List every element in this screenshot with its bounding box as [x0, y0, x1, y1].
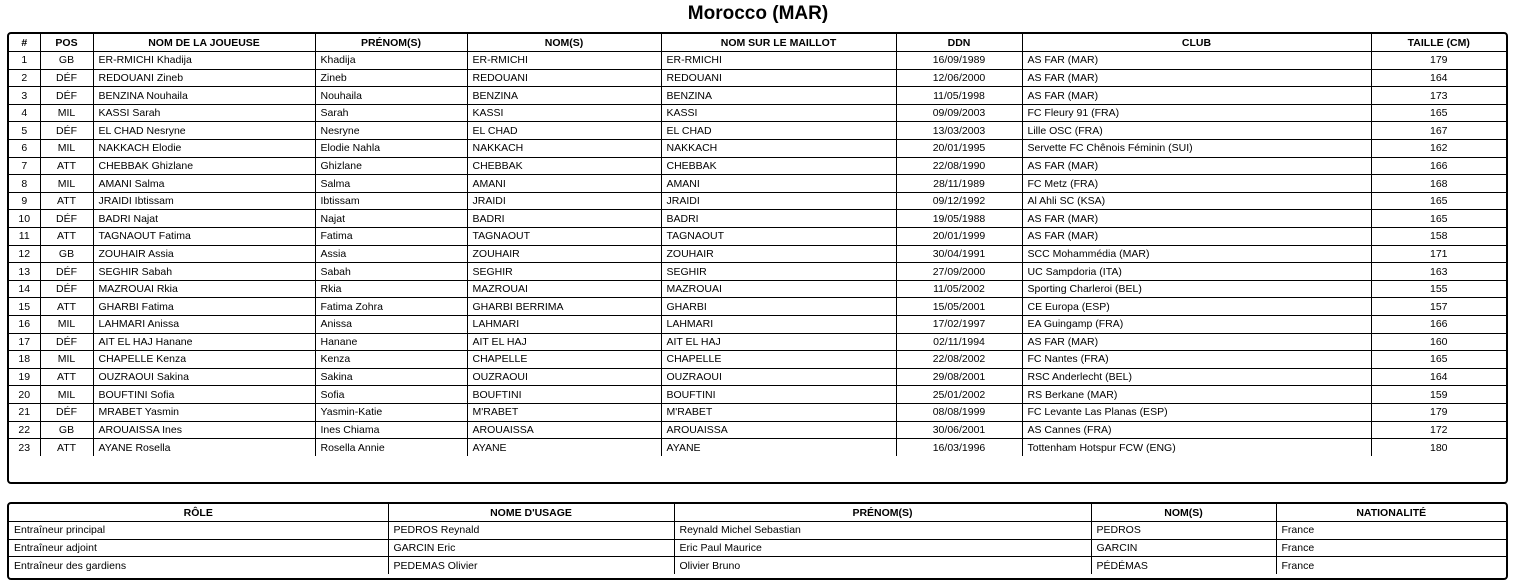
player-position-cell: DÉF	[40, 333, 93, 351]
player-first-names-cell: Nesryne	[315, 122, 467, 140]
player-club-cell: Tottenham Hotspur FCW (ENG)	[1022, 439, 1371, 457]
player-shirt-name-cell: NAKKACH	[661, 140, 896, 158]
player-last-names-cell: AYANE	[467, 439, 661, 457]
player-number-cell: 15	[9, 298, 40, 316]
player-last-names-cell: BENZINA	[467, 87, 661, 105]
player-first-names-cell: Fatima	[315, 228, 467, 246]
player-name-cell: AROUAISSA Ines	[93, 421, 315, 439]
table-row	[9, 333, 1506, 351]
player-first-names-cell: Fatima Zohra	[315, 298, 467, 316]
player-number-cell: 10	[9, 210, 40, 228]
player-club-cell: CE Europa (ESP)	[1022, 298, 1371, 316]
player-dob-cell: 11/05/2002	[896, 280, 1022, 298]
player-first-names-cell: Najat	[315, 210, 467, 228]
table-row	[9, 228, 1506, 246]
player-shirt-name-cell: AIT EL HAJ	[661, 333, 896, 351]
player-height-cell: 158	[1371, 228, 1506, 246]
player-club-cell: Sporting Charleroi (BEL)	[1022, 280, 1371, 298]
table-row	[9, 245, 1506, 263]
player-name-cell: SEGHIR Sabah	[93, 263, 315, 281]
col-header-last-names: NOM(S)	[467, 34, 661, 52]
staff-last-names-cell: GARCIN	[1091, 539, 1276, 557]
table-row	[9, 298, 1506, 316]
player-last-names-cell: EL CHAD	[467, 122, 661, 140]
player-height-cell: 164	[1371, 368, 1506, 386]
player-shirt-name-cell: LAHMARI	[661, 316, 896, 334]
player-dob-cell: 30/06/2001	[896, 421, 1022, 439]
player-height-cell: 166	[1371, 316, 1506, 334]
player-club-cell: AS FAR (MAR)	[1022, 333, 1371, 351]
player-name-cell: JRAIDI Ibtissam	[93, 192, 315, 210]
player-height-cell: 157	[1371, 298, 1506, 316]
player-club-cell: FC Metz (FRA)	[1022, 175, 1371, 193]
col-header-club: CLUB	[1022, 34, 1371, 52]
player-first-names-cell: Ines Chiama	[315, 421, 467, 439]
player-position-cell: ATT	[40, 192, 93, 210]
staff-nationality-cell: France	[1276, 557, 1506, 575]
table-row	[9, 175, 1506, 193]
player-shirt-name-cell: BOUFTINI	[661, 386, 896, 404]
staff-first-names-cell: Olivier Bruno	[674, 557, 1091, 575]
table-row	[9, 539, 1506, 557]
player-name-cell: LAHMARI Anissa	[93, 316, 315, 334]
player-club-cell: Lille OSC (FRA)	[1022, 122, 1371, 140]
player-first-names-cell: Sabah	[315, 263, 467, 281]
player-last-names-cell: REDOUANI	[467, 69, 661, 87]
player-shirt-name-cell: BADRI	[661, 210, 896, 228]
player-shirt-name-cell: KASSI	[661, 104, 896, 122]
player-number-cell: 7	[9, 157, 40, 175]
player-number-cell: 11	[9, 228, 40, 246]
player-position-cell: DÉF	[40, 403, 93, 421]
player-position-cell: MIL	[40, 140, 93, 158]
player-last-names-cell: AIT EL HAJ	[467, 333, 661, 351]
player-name-cell: BADRI Najat	[93, 210, 315, 228]
player-dob-cell: 27/09/2000	[896, 263, 1022, 281]
player-dob-cell: 16/03/1996	[896, 439, 1022, 457]
player-first-names-cell: Anissa	[315, 316, 467, 334]
table-row	[9, 210, 1506, 228]
player-number-cell: 2	[9, 69, 40, 87]
player-shirt-name-cell: M'RABET	[661, 403, 896, 421]
player-club-cell: UC Sampdoria (ITA)	[1022, 263, 1371, 281]
player-last-names-cell: CHAPELLE	[467, 351, 661, 369]
player-first-names-cell: Nouhaila	[315, 87, 467, 105]
player-first-names-cell: Kenza	[315, 351, 467, 369]
table-row	[9, 104, 1506, 122]
player-last-names-cell: CHEBBAK	[467, 157, 661, 175]
player-club-cell: AS FAR (MAR)	[1022, 87, 1371, 105]
player-dob-cell: 30/04/1991	[896, 245, 1022, 263]
table-row	[9, 280, 1506, 298]
player-name-cell: AIT EL HAJ Hanane	[93, 333, 315, 351]
player-position-cell: MIL	[40, 175, 93, 193]
player-dob-cell: 12/06/2000	[896, 69, 1022, 87]
player-dob-cell: 20/01/1995	[896, 140, 1022, 158]
table-row	[9, 157, 1506, 175]
player-position-cell: ATT	[40, 439, 93, 457]
player-shirt-name-cell: SEGHIR	[661, 263, 896, 281]
player-shirt-name-cell: TAGNAOUT	[661, 228, 896, 246]
player-position-cell: ATT	[40, 157, 93, 175]
col-header-staff-first-names: PRÉNOM(S)	[674, 504, 1091, 522]
player-dob-cell: 22/08/2002	[896, 351, 1022, 369]
player-height-cell: 165	[1371, 104, 1506, 122]
staff-role-cell: Entraîneur principal	[9, 522, 388, 540]
player-position-cell: DÉF	[40, 122, 93, 140]
col-header-nationality: NATIONALITÉ	[1276, 504, 1506, 522]
player-name-cell: NAKKACH Elodie	[93, 140, 315, 158]
player-number-cell: 19	[9, 368, 40, 386]
player-height-cell: 162	[1371, 140, 1506, 158]
player-club-cell: AS FAR (MAR)	[1022, 228, 1371, 246]
player-position-cell: GB	[40, 52, 93, 70]
player-dob-cell: 17/02/1997	[896, 316, 1022, 334]
player-dob-cell: 20/01/1999	[896, 228, 1022, 246]
player-shirt-name-cell: JRAIDI	[661, 192, 896, 210]
table-row	[9, 386, 1506, 404]
player-shirt-name-cell: OUZRAOUI	[661, 368, 896, 386]
player-name-cell: MRABET Yasmin	[93, 403, 315, 421]
player-shirt-name-cell: AYANE	[661, 439, 896, 457]
player-name-cell: CHEBBAK Ghizlane	[93, 157, 315, 175]
player-height-cell: 171	[1371, 245, 1506, 263]
table-row	[9, 263, 1506, 281]
player-dob-cell: 29/08/2001	[896, 368, 1022, 386]
staff-last-names-cell: PÉDÉMAS	[1091, 557, 1276, 575]
player-position-cell: DÉF	[40, 87, 93, 105]
player-dob-cell: 22/08/1990	[896, 157, 1022, 175]
player-last-names-cell: KASSI	[467, 104, 661, 122]
player-height-cell: 179	[1371, 403, 1506, 421]
table-row	[9, 522, 1506, 540]
player-club-cell: AS FAR (MAR)	[1022, 52, 1371, 70]
player-number-cell: 17	[9, 333, 40, 351]
player-club-cell: AS Cannes (FRA)	[1022, 421, 1371, 439]
player-last-names-cell: MAZROUAI	[467, 280, 661, 298]
player-last-names-cell: ER-RMICHI	[467, 52, 661, 70]
player-name-cell: OUZRAOUI Sakina	[93, 368, 315, 386]
player-last-names-cell: AMANI	[467, 175, 661, 193]
player-number-cell: 8	[9, 175, 40, 193]
player-height-cell: 163	[1371, 263, 1506, 281]
player-first-names-cell: Elodie Nahla	[315, 140, 467, 158]
player-shirt-name-cell: EL CHAD	[661, 122, 896, 140]
player-shirt-name-cell: REDOUANI	[661, 69, 896, 87]
player-position-cell: GB	[40, 421, 93, 439]
player-name-cell: EL CHAD Nesryne	[93, 122, 315, 140]
player-first-names-cell: Ghizlane	[315, 157, 467, 175]
col-header-pos: POS	[40, 34, 93, 52]
player-dob-cell: 19/05/1988	[896, 210, 1022, 228]
col-header-height: TAILLE (CM)	[1371, 34, 1506, 52]
player-first-names-cell: Salma	[315, 175, 467, 193]
player-shirt-name-cell: GHARBI	[661, 298, 896, 316]
player-position-cell: DÉF	[40, 210, 93, 228]
player-club-cell: Servette FC Chênois Féminin (SUI)	[1022, 140, 1371, 158]
player-last-names-cell: BADRI	[467, 210, 661, 228]
player-last-names-cell: OUZRAOUI	[467, 368, 661, 386]
player-dob-cell: 02/11/1994	[896, 333, 1022, 351]
table-row	[9, 52, 1506, 70]
staff-nationality-cell: France	[1276, 539, 1506, 557]
player-dob-cell: 16/09/1989	[896, 52, 1022, 70]
staff-header-row	[9, 504, 1506, 522]
player-last-names-cell: BOUFTINI	[467, 386, 661, 404]
player-last-names-cell: LAHMARI	[467, 316, 661, 334]
player-name-cell: REDOUANI Zineb	[93, 69, 315, 87]
staff-first-names-cell: Eric Paul Maurice	[674, 539, 1091, 557]
table-row	[9, 316, 1506, 334]
player-number-cell: 14	[9, 280, 40, 298]
player-club-cell: FC Levante Las Planas (ESP)	[1022, 403, 1371, 421]
player-number-cell: 22	[9, 421, 40, 439]
player-number-cell: 21	[9, 403, 40, 421]
player-first-names-cell: Sarah	[315, 104, 467, 122]
player-height-cell: 159	[1371, 386, 1506, 404]
staff-table	[9, 504, 1506, 574]
player-height-cell: 173	[1371, 87, 1506, 105]
player-number-cell: 23	[9, 439, 40, 457]
player-first-names-cell: Hanane	[315, 333, 467, 351]
player-shirt-name-cell: ER-RMICHI	[661, 52, 896, 70]
staff-usage-name-cell: PEDROS Reynald	[388, 522, 674, 540]
player-first-names-cell: Zineb	[315, 69, 467, 87]
player-last-names-cell: SEGHIR	[467, 263, 661, 281]
player-height-cell: 166	[1371, 157, 1506, 175]
player-number-cell: 3	[9, 87, 40, 105]
staff-usage-name-cell: GARCIN Eric	[388, 539, 674, 557]
player-dob-cell: 11/05/1998	[896, 87, 1022, 105]
player-first-names-cell: Sakina	[315, 368, 467, 386]
player-club-cell: RSC Anderlecht (BEL)	[1022, 368, 1371, 386]
player-last-names-cell: TAGNAOUT	[467, 228, 661, 246]
player-position-cell: MIL	[40, 386, 93, 404]
col-header-number: #	[9, 34, 40, 52]
player-number-cell: 16	[9, 316, 40, 334]
player-last-names-cell: JRAIDI	[467, 192, 661, 210]
table-row	[9, 439, 1506, 457]
staff-first-names-cell: Reynald Michel Sebastian	[674, 522, 1091, 540]
staff-nationality-cell: France	[1276, 522, 1506, 540]
player-position-cell: DÉF	[40, 263, 93, 281]
player-height-cell: 155	[1371, 280, 1506, 298]
player-position-cell: MIL	[40, 351, 93, 369]
player-name-cell: ER-RMICHI Khadija	[93, 52, 315, 70]
player-first-names-cell: Rkia	[315, 280, 467, 298]
col-header-staff-last-names: NOM(S)	[1091, 504, 1276, 522]
table-row	[9, 122, 1506, 140]
player-name-cell: AMANI Salma	[93, 175, 315, 193]
player-last-names-cell: NAKKACH	[467, 140, 661, 158]
player-first-names-cell: Assia	[315, 245, 467, 263]
table-row	[9, 140, 1506, 158]
staff-role-cell: Entraîneur des gardiens	[9, 557, 388, 575]
player-shirt-name-cell: MAZROUAI	[661, 280, 896, 298]
player-last-names-cell: ZOUHAIR	[467, 245, 661, 263]
player-club-cell: EA Guingamp (FRA)	[1022, 316, 1371, 334]
player-height-cell: 180	[1371, 439, 1506, 457]
player-number-cell: 12	[9, 245, 40, 263]
table-row	[9, 403, 1506, 421]
player-position-cell: GB	[40, 245, 93, 263]
col-header-dob: DDN	[896, 34, 1022, 52]
player-name-cell: GHARBI Fatima	[93, 298, 315, 316]
player-club-cell: SCC Mohammédia (MAR)	[1022, 245, 1371, 263]
player-number-cell: 6	[9, 140, 40, 158]
player-club-cell: AS FAR (MAR)	[1022, 69, 1371, 87]
player-shirt-name-cell: ZOUHAIR	[661, 245, 896, 263]
player-height-cell: 179	[1371, 52, 1506, 70]
player-name-cell: ZOUHAIR Assia	[93, 245, 315, 263]
table-row	[9, 87, 1506, 105]
player-last-names-cell: AROUAISSA	[467, 421, 661, 439]
player-height-cell: 165	[1371, 210, 1506, 228]
player-name-cell: TAGNAOUT Fatima	[93, 228, 315, 246]
player-height-cell: 164	[1371, 69, 1506, 87]
player-dob-cell: 09/09/2003	[896, 104, 1022, 122]
player-number-cell: 20	[9, 386, 40, 404]
table-row	[9, 368, 1506, 386]
player-shirt-name-cell: AMANI	[661, 175, 896, 193]
players-header-row	[9, 34, 1506, 52]
table-row	[9, 351, 1506, 369]
player-number-cell: 1	[9, 52, 40, 70]
player-position-cell: DÉF	[40, 69, 93, 87]
player-position-cell: ATT	[40, 298, 93, 316]
player-last-names-cell: GHARBI BERRIMA	[467, 298, 661, 316]
players-table	[9, 34, 1506, 456]
player-height-cell: 172	[1371, 421, 1506, 439]
table-row	[9, 69, 1506, 87]
player-number-cell: 4	[9, 104, 40, 122]
col-header-shirt-name: NOM SUR LE MAILLOT	[661, 34, 896, 52]
player-height-cell: 160	[1371, 333, 1506, 351]
page-title: Morocco (MAR)	[687, 3, 829, 24]
table-row	[9, 557, 1506, 575]
player-height-cell: 165	[1371, 192, 1506, 210]
player-position-cell: ATT	[40, 368, 93, 386]
staff-last-names-cell: PEDROS	[1091, 522, 1276, 540]
player-number-cell: 5	[9, 122, 40, 140]
player-number-cell: 9	[9, 192, 40, 210]
players-table-container	[7, 32, 1508, 484]
player-position-cell: MIL	[40, 104, 93, 122]
staff-usage-name-cell: PEDEMAS Olivier	[388, 557, 674, 575]
player-club-cell: FC Fleury 91 (FRA)	[1022, 104, 1371, 122]
player-shirt-name-cell: BENZINA	[661, 87, 896, 105]
player-first-names-cell: Sofia	[315, 386, 467, 404]
player-dob-cell: 25/01/2002	[896, 386, 1022, 404]
player-first-names-cell: Yasmin-Katie	[315, 403, 467, 421]
player-shirt-name-cell: CHEBBAK	[661, 157, 896, 175]
player-dob-cell: 13/03/2003	[896, 122, 1022, 140]
player-number-cell: 18	[9, 351, 40, 369]
player-club-cell: Al Ahli SC (KSA)	[1022, 192, 1371, 210]
player-club-cell: FC Nantes (FRA)	[1022, 351, 1371, 369]
player-dob-cell: 28/11/1989	[896, 175, 1022, 193]
player-dob-cell: 09/12/1992	[896, 192, 1022, 210]
player-position-cell: MIL	[40, 316, 93, 334]
player-name-cell: BENZINA Nouhaila	[93, 87, 315, 105]
player-position-cell: ATT	[40, 228, 93, 246]
table-row	[9, 421, 1506, 439]
player-first-names-cell: Ibtissam	[315, 192, 467, 210]
player-position-cell: DÉF	[40, 280, 93, 298]
player-first-names-cell: Rosella Annie	[315, 439, 467, 457]
col-header-role: RÔLE	[9, 504, 388, 522]
player-name-cell: AYANE Rosella	[93, 439, 315, 457]
player-dob-cell: 15/05/2001	[896, 298, 1022, 316]
player-last-names-cell: M'RABET	[467, 403, 661, 421]
player-shirt-name-cell: AROUAISSA	[661, 421, 896, 439]
player-name-cell: KASSI Sarah	[93, 104, 315, 122]
player-height-cell: 168	[1371, 175, 1506, 193]
staff-role-cell: Entraîneur adjoint	[9, 539, 388, 557]
player-club-cell: AS FAR (MAR)	[1022, 157, 1371, 175]
player-height-cell: 165	[1371, 351, 1506, 369]
player-first-names-cell: Khadija	[315, 52, 467, 70]
table-row	[9, 192, 1506, 210]
col-header-first-names: PRÉNOM(S)	[315, 34, 467, 52]
player-club-cell: AS FAR (MAR)	[1022, 210, 1371, 228]
player-height-cell: 167	[1371, 122, 1506, 140]
player-club-cell: RS Berkane (MAR)	[1022, 386, 1371, 404]
player-name-cell: BOUFTINI Sofia	[93, 386, 315, 404]
player-dob-cell: 08/08/1999	[896, 403, 1022, 421]
staff-table-container	[7, 502, 1508, 580]
player-name-cell: CHAPELLE Kenza	[93, 351, 315, 369]
player-number-cell: 13	[9, 263, 40, 281]
player-name-cell: MAZROUAI Rkia	[93, 280, 315, 298]
player-shirt-name-cell: CHAPELLE	[661, 351, 896, 369]
col-header-player-name: NOM DE LA JOUEUSE	[93, 34, 315, 52]
col-header-usage-name: NOME D'USAGE	[388, 504, 674, 522]
